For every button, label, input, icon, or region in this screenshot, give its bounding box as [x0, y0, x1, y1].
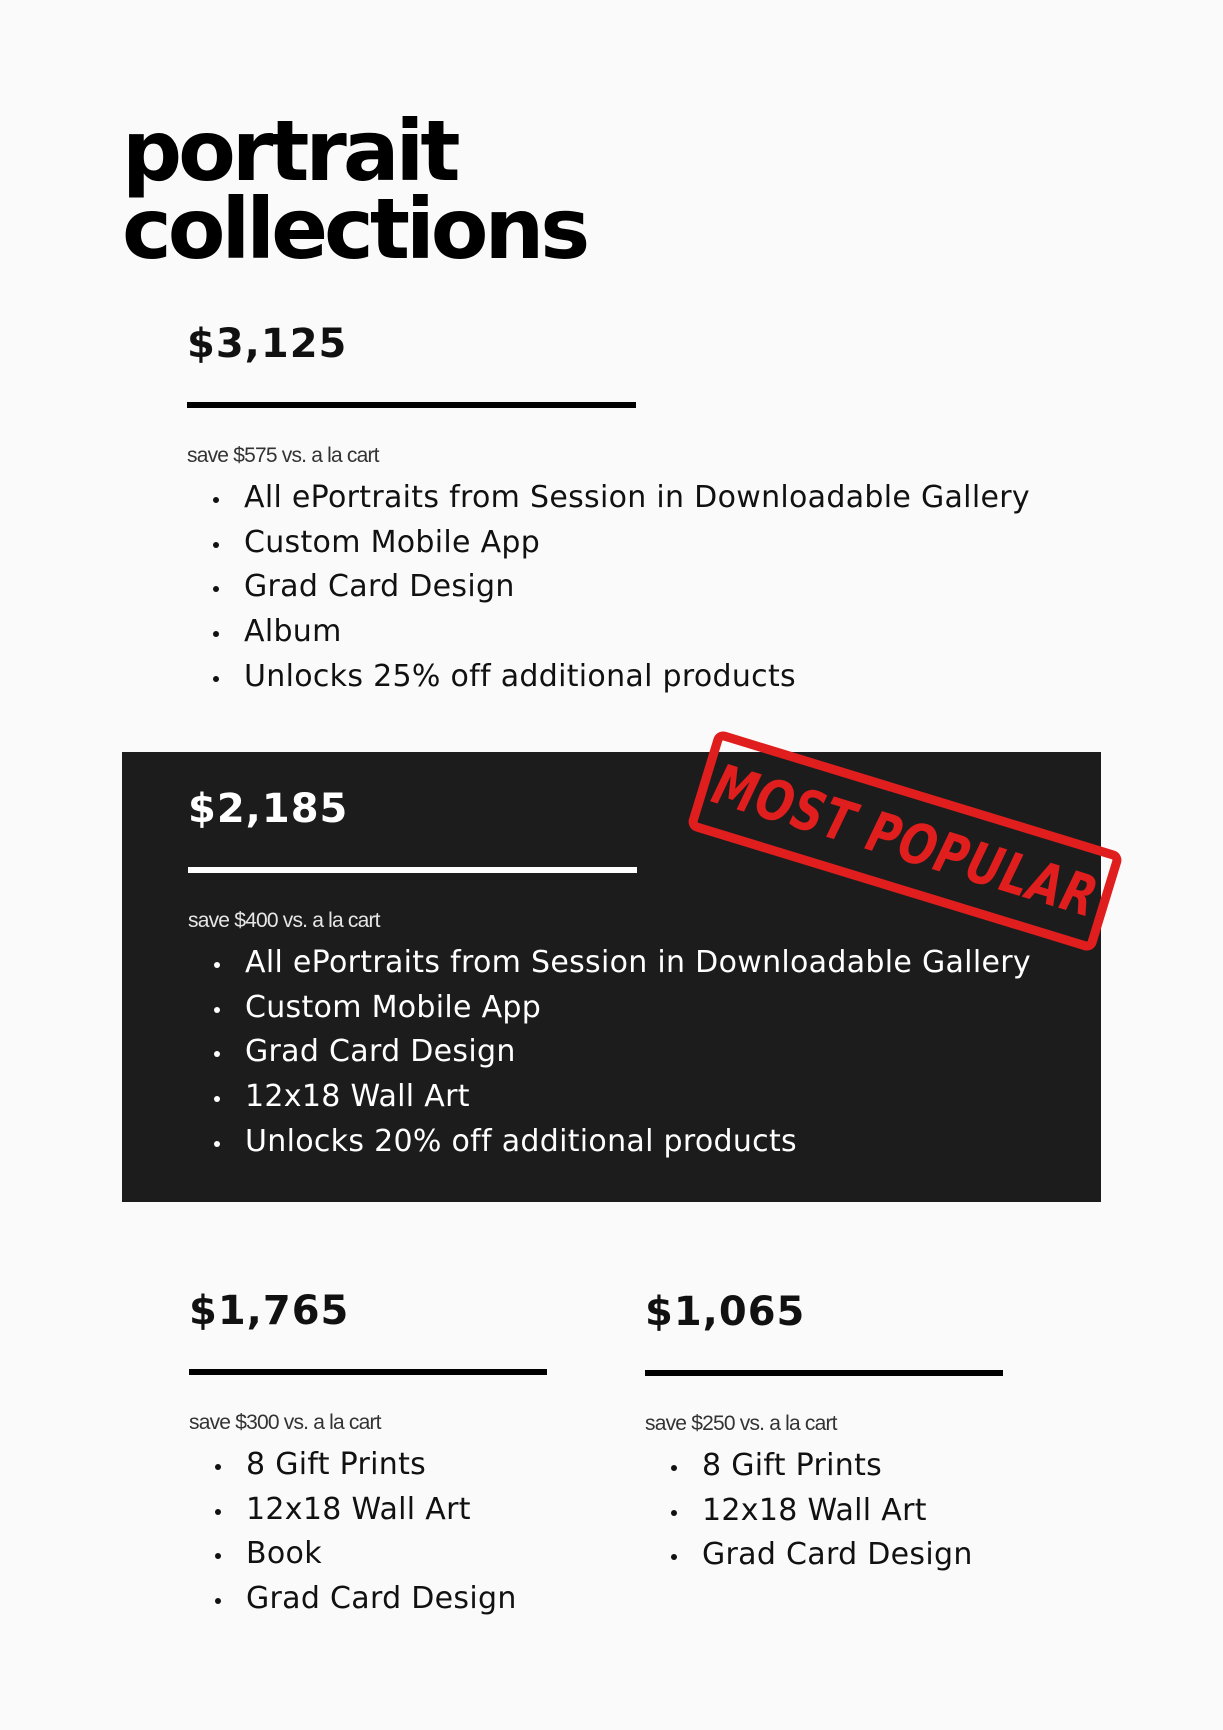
feature-item: Custom Mobile App: [214, 986, 1088, 1031]
package-savings: save $250 vs. a la cart: [645, 1412, 837, 1435]
package-savings: save $300 vs. a la cart: [189, 1411, 381, 1434]
package-price: $1,765: [189, 1288, 350, 1334]
package-1765: [189, 1287, 609, 1622]
feature-item: Grad Card Design: [214, 1030, 1088, 1075]
feature-item: Unlocks 20% off additional products: [214, 1120, 1088, 1165]
feature-list: [188, 941, 1088, 1165]
package-savings: save $575 vs. a la cart: [187, 444, 379, 467]
feature-item: All ePortraits from Session in Downloadable Gallery: [213, 476, 1087, 521]
feature-item: Album: [213, 610, 1087, 655]
feature-item: 12x18 Wall Art: [671, 1489, 1065, 1534]
package-price: $1,065: [645, 1289, 806, 1335]
package-price: $3,125: [187, 321, 348, 367]
package-price: $2,185: [188, 786, 349, 832]
feature-list: [189, 1443, 609, 1622]
feature-item: 8 Gift Prints: [215, 1443, 609, 1488]
divider: [187, 402, 636, 408]
divider: [188, 867, 637, 873]
feature-item: Grad Card Design: [213, 565, 1087, 610]
package-savings: save $400 vs. a la cart: [188, 909, 380, 932]
stamp-label: MOST POPULAR: [705, 751, 1105, 931]
feature-item: 8 Gift Prints: [671, 1444, 1065, 1489]
page-title-line-1: portrait: [122, 102, 457, 200]
page-title-line-2: collections: [122, 180, 587, 278]
feature-list: [187, 476, 1087, 700]
package-1065: [645, 1288, 1065, 1578]
divider: [645, 1370, 1003, 1376]
feature-item: Grad Card Design: [671, 1533, 1065, 1578]
feature-item: Unlocks 25% off additional products: [213, 655, 1087, 700]
package-3125: [187, 320, 1087, 700]
feature-list: [645, 1444, 1065, 1578]
divider: [189, 1369, 547, 1375]
feature-item: Grad Card Design: [215, 1577, 609, 1622]
feature-item: Book: [215, 1532, 609, 1577]
feature-item: 12x18 Wall Art: [215, 1488, 609, 1533]
feature-item: All ePortraits from Session in Downloadable Gallery: [214, 941, 1088, 986]
page-title: [122, 102, 587, 278]
feature-item: Custom Mobile App: [213, 521, 1087, 566]
feature-item: 12x18 Wall Art: [214, 1075, 1088, 1120]
